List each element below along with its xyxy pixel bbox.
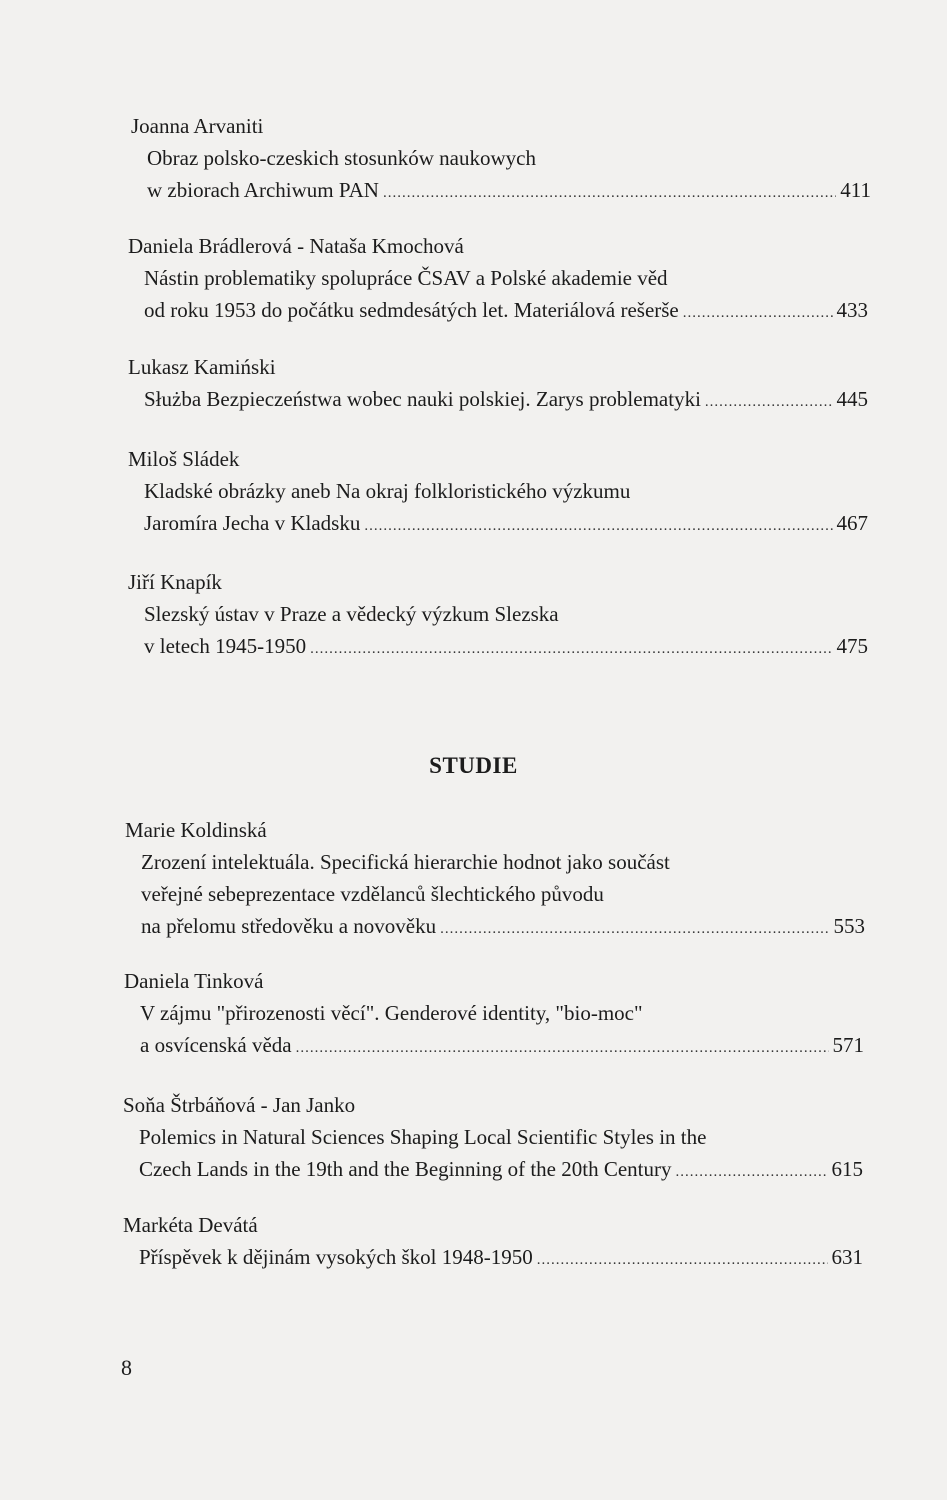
entry-title-line: Zrození intelektuála. Specifická hierarchie hodnot jako součást xyxy=(141,850,670,874)
toc-entry xyxy=(131,110,871,209)
entry-author: Soňa Štrbáňová - Jan Janko xyxy=(123,1093,356,1117)
dot-leader xyxy=(537,1244,828,1276)
entry-title-line: Kladské obrázky aneb Na okraj folkloristického výzkumu xyxy=(144,479,631,503)
entry-title-line: Slezský ústav v Praze a vědecký výzkum Slezska xyxy=(144,602,559,626)
entry-title-end: w zbiorach Archiwum PAN xyxy=(147,178,379,202)
entry-author: Miloš Sládek xyxy=(128,447,240,471)
entry-page-number: 445 xyxy=(836,387,868,411)
entry-title-line: Obraz polsko-czeskich stosunków naukowych xyxy=(147,146,536,170)
entry-title-end: na přelomu středověku a novověku xyxy=(141,914,437,938)
toc-entry xyxy=(128,230,868,329)
entry-title-end: v letech 1945-1950 xyxy=(144,634,307,658)
toc-entry xyxy=(128,351,868,418)
toc-entry xyxy=(128,566,868,665)
entry-author: Lukasz Kamiński xyxy=(128,355,276,379)
entry-title-line: Nástin problematiky spolupráce ČSAV a Polské akademie věd xyxy=(144,266,668,290)
entry-title-line: veřejné sebeprezentace vzdělanců šlechtického původu xyxy=(141,882,604,906)
entry-last-line xyxy=(128,630,868,665)
entry-page-number: 433 xyxy=(836,298,868,322)
entry-last-line xyxy=(125,910,865,945)
entry-title-end: Czech Lands in the 19th and the Beginning of the 20th Century xyxy=(139,1157,672,1181)
entry-page-number: 411 xyxy=(840,178,871,202)
dot-leader xyxy=(705,386,833,418)
toc-entry xyxy=(128,443,868,542)
entry-author: Daniela Tinková xyxy=(124,969,264,993)
entry-last-line xyxy=(128,383,868,418)
section-heading: STUDIE xyxy=(429,753,518,778)
dot-leader xyxy=(383,177,836,209)
entry-last-line xyxy=(131,174,871,209)
dot-leader xyxy=(440,913,829,945)
page-number: 8 xyxy=(121,1355,132,1380)
entry-page-number: 631 xyxy=(831,1245,863,1269)
entry-page-number: 553 xyxy=(833,914,865,938)
dot-leader xyxy=(675,1156,827,1188)
dot-leader xyxy=(683,297,833,329)
entry-title-line: Polemics in Natural Sciences Shaping Local Scientific Styles in the xyxy=(139,1125,707,1149)
entry-title-end: Jaromíra Jecha v Kladsku xyxy=(144,511,361,535)
entry-title-end: a osvícenská věda xyxy=(140,1033,292,1057)
entry-author: Daniela Brádlerová - Nataša Kmochová xyxy=(128,234,464,258)
toc-entry xyxy=(124,965,864,1064)
entry-title-end: Służba Bezpieczeństwa wobec nauki polskiej. Zarys problematyki xyxy=(144,387,701,411)
dot-leader xyxy=(310,633,832,665)
entry-last-line xyxy=(123,1241,863,1276)
entry-page-number: 571 xyxy=(832,1033,864,1057)
entry-title-line: V zájmu "přirozenosti věcí". Genderové identity, "bio-moc" xyxy=(140,1001,643,1025)
entry-title-end: Příspěvek k dějinám vysokých škol 1948-1950 xyxy=(139,1245,533,1269)
entry-last-line xyxy=(128,507,868,542)
entry-title-end: od roku 1953 do počátku sedmdesátých let. Materiálová rešerše xyxy=(144,298,679,322)
entry-page-number: 475 xyxy=(836,634,868,658)
entry-author: Jiří Knapík xyxy=(128,570,222,594)
entry-last-line xyxy=(123,1153,863,1188)
dot-leader xyxy=(296,1032,829,1064)
entry-page-number: 467 xyxy=(836,511,868,535)
toc-entry xyxy=(125,814,865,945)
entry-author: Joanna Arvaniti xyxy=(131,114,264,138)
entry-page-number: 615 xyxy=(831,1157,863,1181)
dot-leader xyxy=(364,510,832,542)
entry-author: Markéta Devátá xyxy=(123,1213,258,1237)
toc-entry xyxy=(123,1209,863,1276)
entry-last-line xyxy=(128,294,868,329)
entry-last-line xyxy=(124,1029,864,1064)
entry-author: Marie Koldinská xyxy=(125,818,267,842)
toc-entry xyxy=(123,1089,863,1188)
